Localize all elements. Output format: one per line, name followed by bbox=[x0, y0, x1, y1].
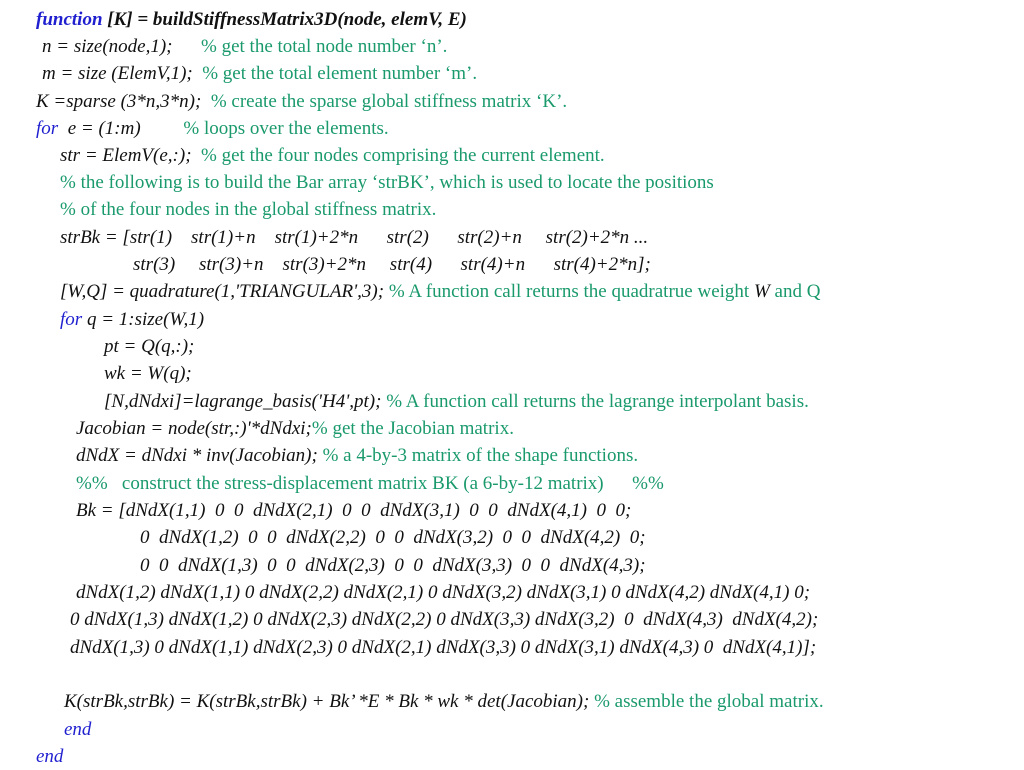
code-text: [K] = buildStiffnessMatrix3D(node, elemV, E) bbox=[102, 9, 467, 30]
code-line-3 bbox=[42, 60, 477, 87]
code-line-15 bbox=[104, 388, 809, 415]
code-line-10 bbox=[133, 251, 651, 278]
code-text: K(strBk,strBk) = K(strBk,strBk) + Bk’ *E * Bk * wk * det(Jacobian); bbox=[64, 691, 590, 712]
code-text: 0 0 dNdX(1,3) 0 0 dNdX(2,3) 0 0 dNdX(3,3) 0 0 dNdX(4,3); bbox=[140, 555, 646, 576]
code-text: q = 1:size(W,1) bbox=[82, 309, 205, 330]
code-text: 0 dNdX(1,2) 0 0 dNdX(2,2) 0 0 dNdX(3,2) 0 0 dNdX(4,2) 0; bbox=[140, 527, 646, 548]
code-line-4 bbox=[36, 88, 567, 115]
code-line-9 bbox=[60, 224, 648, 251]
code-text: [W,Q] = quadrature(1,'TRIANGULAR',3); bbox=[60, 281, 385, 302]
code-line-1 bbox=[36, 6, 467, 33]
code-line-26 bbox=[64, 688, 824, 715]
code-line-23 bbox=[70, 606, 818, 633]
code-text: dNdX = dNdxi * inv(Jacobian); bbox=[76, 445, 318, 466]
code-comment: % the following is to build the Bar array ‘strBK’, which is used to locate the positions bbox=[60, 172, 714, 193]
code-line-11 bbox=[60, 278, 820, 305]
code-text: m = size (ElemV,1); bbox=[42, 63, 193, 84]
code-comment: % A function call returns the lagrange interpolant basis. bbox=[381, 391, 809, 412]
code-line-24 bbox=[70, 634, 816, 661]
code-comment: % get the Jacobian matrix. bbox=[311, 418, 514, 439]
code-text: dNdX(1,2) dNdX(1,1) 0 dNdX(2,2) dNdX(2,1) 0 dNdX(3,2) dNdX(3,1) 0 dNdX(4,2) dNdX(4,1) 0; bbox=[76, 582, 811, 603]
code-line-16 bbox=[76, 415, 514, 442]
code-text: n = size(node,1); bbox=[42, 36, 173, 57]
code-comment: % loops over the elements. bbox=[140, 118, 389, 139]
code-line-21 bbox=[140, 552, 646, 579]
code-line-17 bbox=[76, 442, 638, 469]
code-text: Jacobian = node(str,:)'*dNdxi; bbox=[76, 418, 312, 439]
code-text: str(3) str(3)+n str(3)+2*n str(4) str(4)+n str(4)+2*n]; bbox=[133, 254, 651, 275]
code-line-13 bbox=[104, 333, 194, 360]
code-line-22 bbox=[76, 579, 810, 606]
code-keyword: function bbox=[36, 9, 103, 30]
code-comment: % get the total node number ‘n’. bbox=[172, 36, 448, 57]
code-text: K =sparse (3*n,3*n); bbox=[36, 91, 202, 112]
code-text: strBk = [str(1) str(1)+n str(1)+2*n str(2) str(2)+n str(2)+2*n ... bbox=[60, 227, 649, 248]
code-line-12 bbox=[60, 306, 204, 333]
code-text: [N,dNdxi]=lagrange_basis('H4',pt); bbox=[104, 391, 382, 412]
code-line-5 bbox=[36, 115, 389, 142]
code-keyword: end bbox=[64, 719, 92, 740]
code-comment: % create the sparse global stiffness matrix ‘K’. bbox=[201, 91, 568, 112]
code-line-2 bbox=[42, 33, 447, 60]
code-comment: % A function call returns the quadratrue weight bbox=[384, 281, 754, 302]
code-text: pt = Q(q,:); bbox=[104, 336, 195, 357]
code-line-8 bbox=[60, 196, 436, 223]
code-text: wk = W(q); bbox=[104, 363, 192, 384]
code-line-20 bbox=[140, 524, 646, 551]
code-keyword: for bbox=[60, 309, 83, 330]
code-keyword: for bbox=[36, 118, 59, 139]
code-line-6 bbox=[60, 142, 605, 169]
code-text: 0 dNdX(1,3) dNdX(1,2) 0 dNdX(2,3) dNdX(2,2) 0 dNdX(3,3) dNdX(3,2) 0 dNdX(4,3) dNdX(4,2); bbox=[70, 609, 819, 630]
code-comment: % get the four nodes comprising the current element. bbox=[191, 145, 605, 166]
code-line-19 bbox=[76, 497, 631, 524]
code-comment: %% construct the stress-displacement matrix BK (a 6-by-12 matrix) %% bbox=[76, 473, 664, 494]
code-keyword: end bbox=[36, 746, 64, 767]
code-text: dNdX(1,3) 0 dNdX(1,1) dNdX(2,3) 0 dNdX(2,1) dNdX(3,3) 0 dNdX(3,1) dNdX(4,3) 0 dNdX(4,1)]; bbox=[70, 637, 817, 658]
code-line-18 bbox=[76, 470, 664, 497]
code-comment: % get the total element number ‘m’. bbox=[192, 63, 478, 84]
code-text: e = (1:m) bbox=[58, 118, 141, 139]
code-text: str = ElemV(e,:); bbox=[60, 145, 192, 166]
code-text: Bk = [dNdX(1,1) 0 0 dNdX(2,1) 0 0 dNdX(3,1) 0 0 dNdX(4,1) 0 0; bbox=[76, 500, 632, 521]
code-line-7 bbox=[60, 169, 714, 196]
code-text: W bbox=[753, 281, 770, 302]
code-line-27 bbox=[64, 716, 91, 743]
code-comment: and Q bbox=[769, 281, 821, 302]
code-line-14 bbox=[104, 360, 192, 387]
code-comment: % assemble the global matrix. bbox=[589, 691, 824, 712]
code-comment: % of the four nodes in the global stiffness matrix. bbox=[60, 199, 437, 220]
code-comment: % a 4-by-3 matrix of the shape functions. bbox=[317, 445, 639, 466]
code-line-28 bbox=[36, 743, 63, 770]
